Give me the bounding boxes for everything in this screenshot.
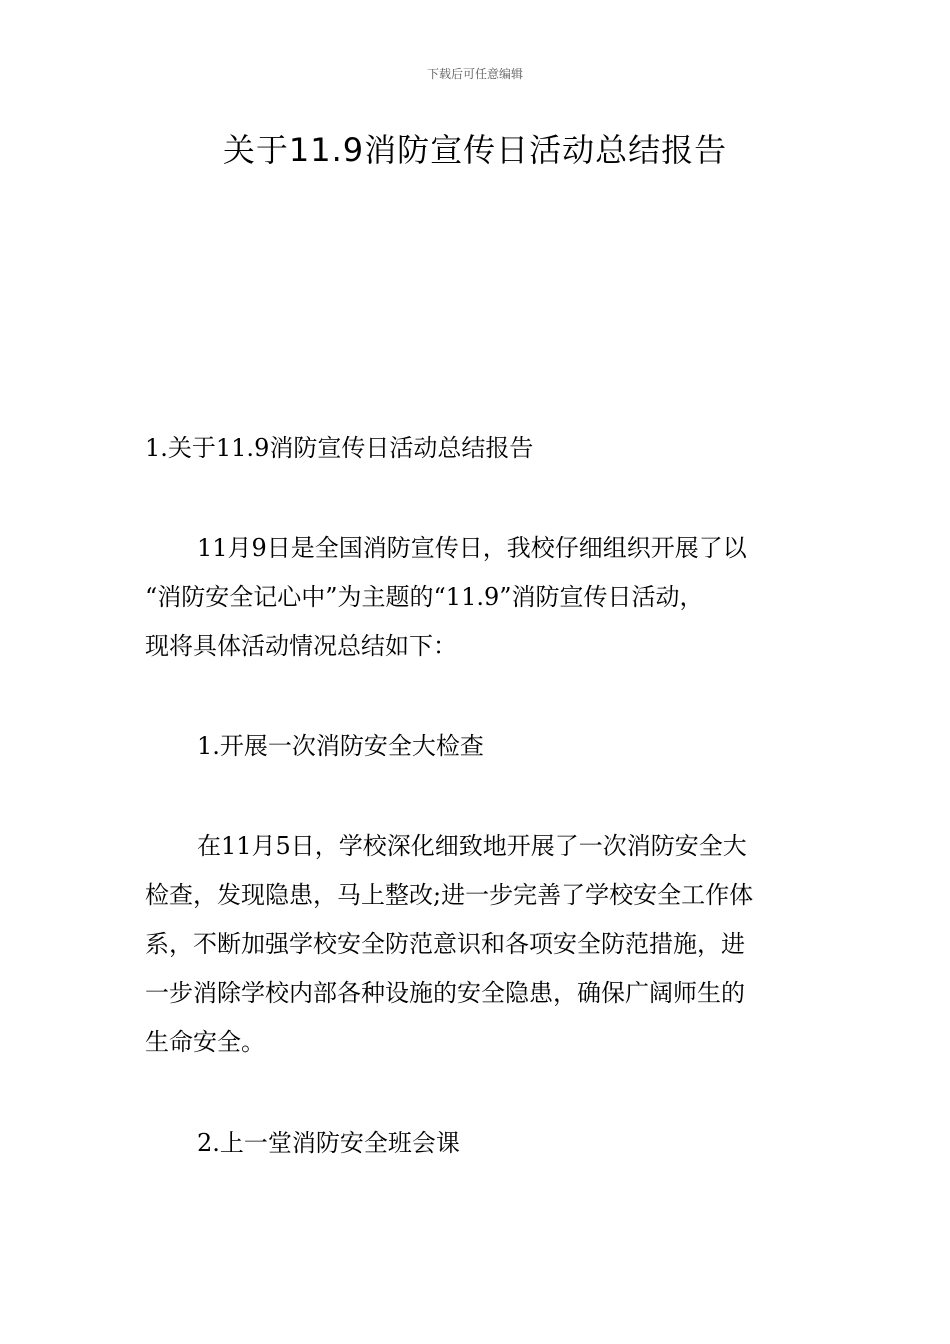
intro-line-3: 现将具体活动情况总结如下： (145, 632, 457, 660)
intro-line-1: 11月9日是全国消防宣传日，我校仔细组织开展了以 (197, 534, 747, 562)
watermark-text: 下载后可任意编辑 (426, 67, 523, 81)
item1-line-5: 生命安全。 (145, 1028, 265, 1056)
intro-paragraph (145, 524, 810, 671)
item1-line-2: 检查，发现隐患，马上整改;进一步完善了学校安全工作体 (145, 881, 754, 909)
intro-line-2: “消防安全记心中”为主题的“11.9”消防宣传日活动， (145, 583, 704, 611)
section-heading: 1.关于11.9消防宣传日活动总结报告 (145, 434, 534, 462)
item1-line-3: 系，不断加强学校安全防范意识和各项安全防范措施，进 (145, 930, 745, 958)
item1-paragraph (145, 822, 810, 1067)
item2-heading: 2.上一堂消防安全班会课 (197, 1129, 460, 1157)
item1-line-1: 在11月5日，学校深化细致地开展了一次消防安全大 (197, 832, 747, 860)
item1-line-4: 一步消除学校内部各种设施的安全隐患，确保广阔师生的 (145, 979, 745, 1007)
item1-heading: 1.开展一次消防安全大检查 (197, 732, 484, 760)
document-title: 关于11.9消防宣传日活动总结报告 (222, 131, 728, 169)
